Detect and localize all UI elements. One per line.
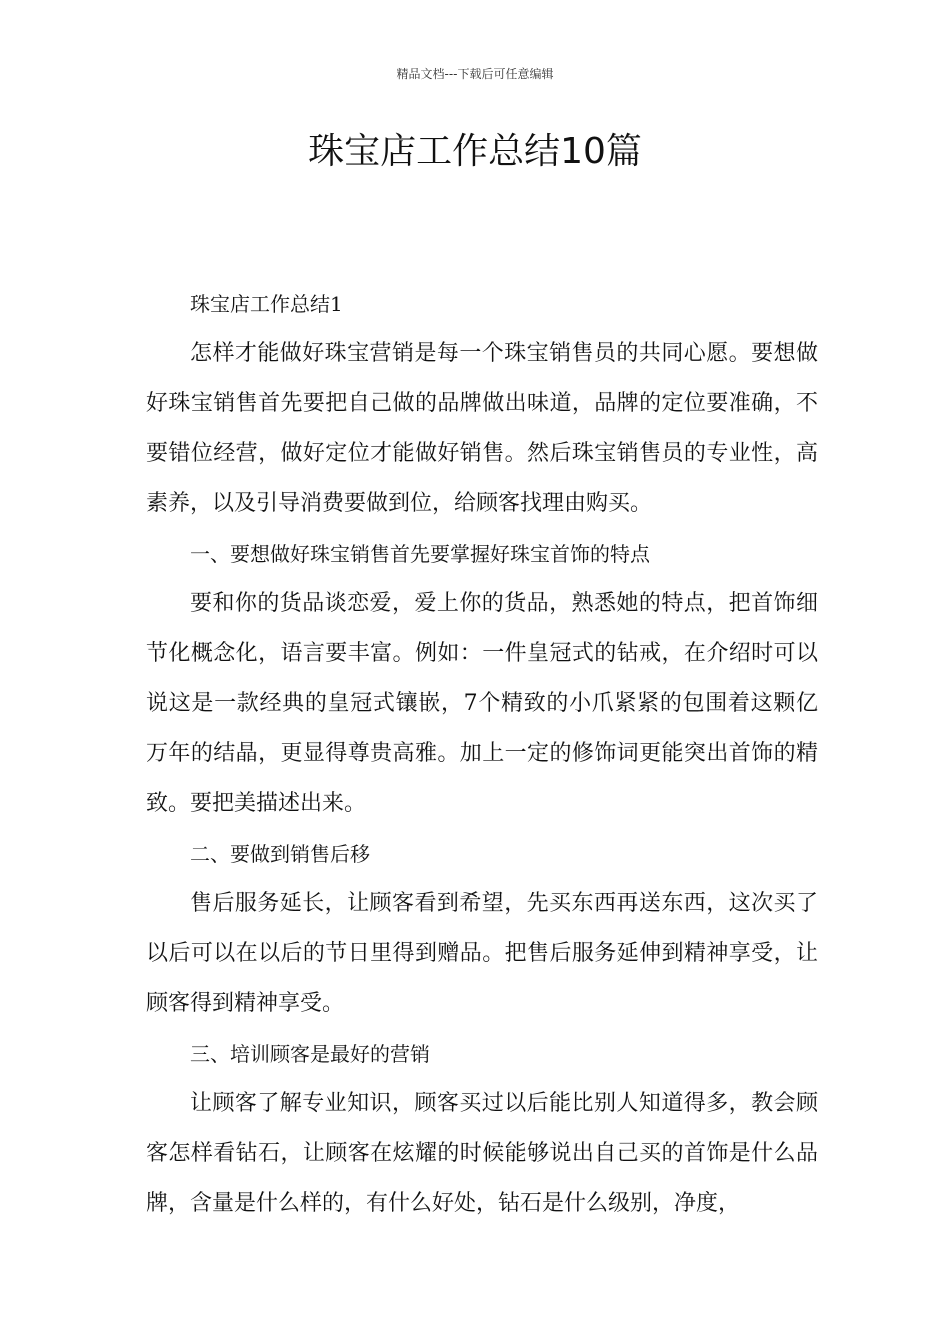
document-header-note: 精品文档---下载后可任意编辑 [396,67,554,81]
section-heading: 三、培训顾客是最好的营销 [190,1042,430,1066]
section-heading: 二、要做到销售后移 [190,842,370,866]
paragraph: 要和你的货品谈恋爱，爱上你的货品，熟悉她的特点，把首饰细节化概念化，语言要丰富。例如：一件皇冠式的钻戒，在介绍时可以说这是一款经典的皇冠式镶嵌，7个精致的小爪紧紧的包围着这颗亿万年的结晶，更显得尊贵高雅。加上一定的修饰词更能突出首饰的精致。要把美描述出来。 [146,591,818,816]
document-title: 珠宝店工作总结10篇 [308,131,642,172]
paragraph: 怎样才能做好珠宝营销是每一个珠宝销售员的共同心愿。要想做好珠宝销售首先要把自己做的品牌做出味道，品牌的定位要准确，不要错位经营，做好定位才能做好销售。然后珠宝销售员的专业性，高素养，以及引导消费要做到位，给顾客找理由购买。 [146,341,818,516]
document-body [146,279,818,1229]
paragraph: 让顾客了解专业知识，顾客买过以后能比别人知道得多，教会顾客怎样看钻石，让顾客在炫耀的时候能够说出自己买的首饰是什么品牌，含量是什么样的，有什么好处，钻石是什么级别，净度， [146,1091,818,1216]
section-heading: 珠宝店工作总结1 [190,292,343,316]
paragraph: 售后服务延长，让顾客看到希望，先买东西再送东西，这次买了以后可以在以后的节日里得到赠品。把售后服务延伸到精神享受，让顾客得到精神享受。 [146,891,818,1016]
section-heading: 一、要想做好珠宝销售首先要掌握好珠宝首饰的特点 [190,542,650,566]
